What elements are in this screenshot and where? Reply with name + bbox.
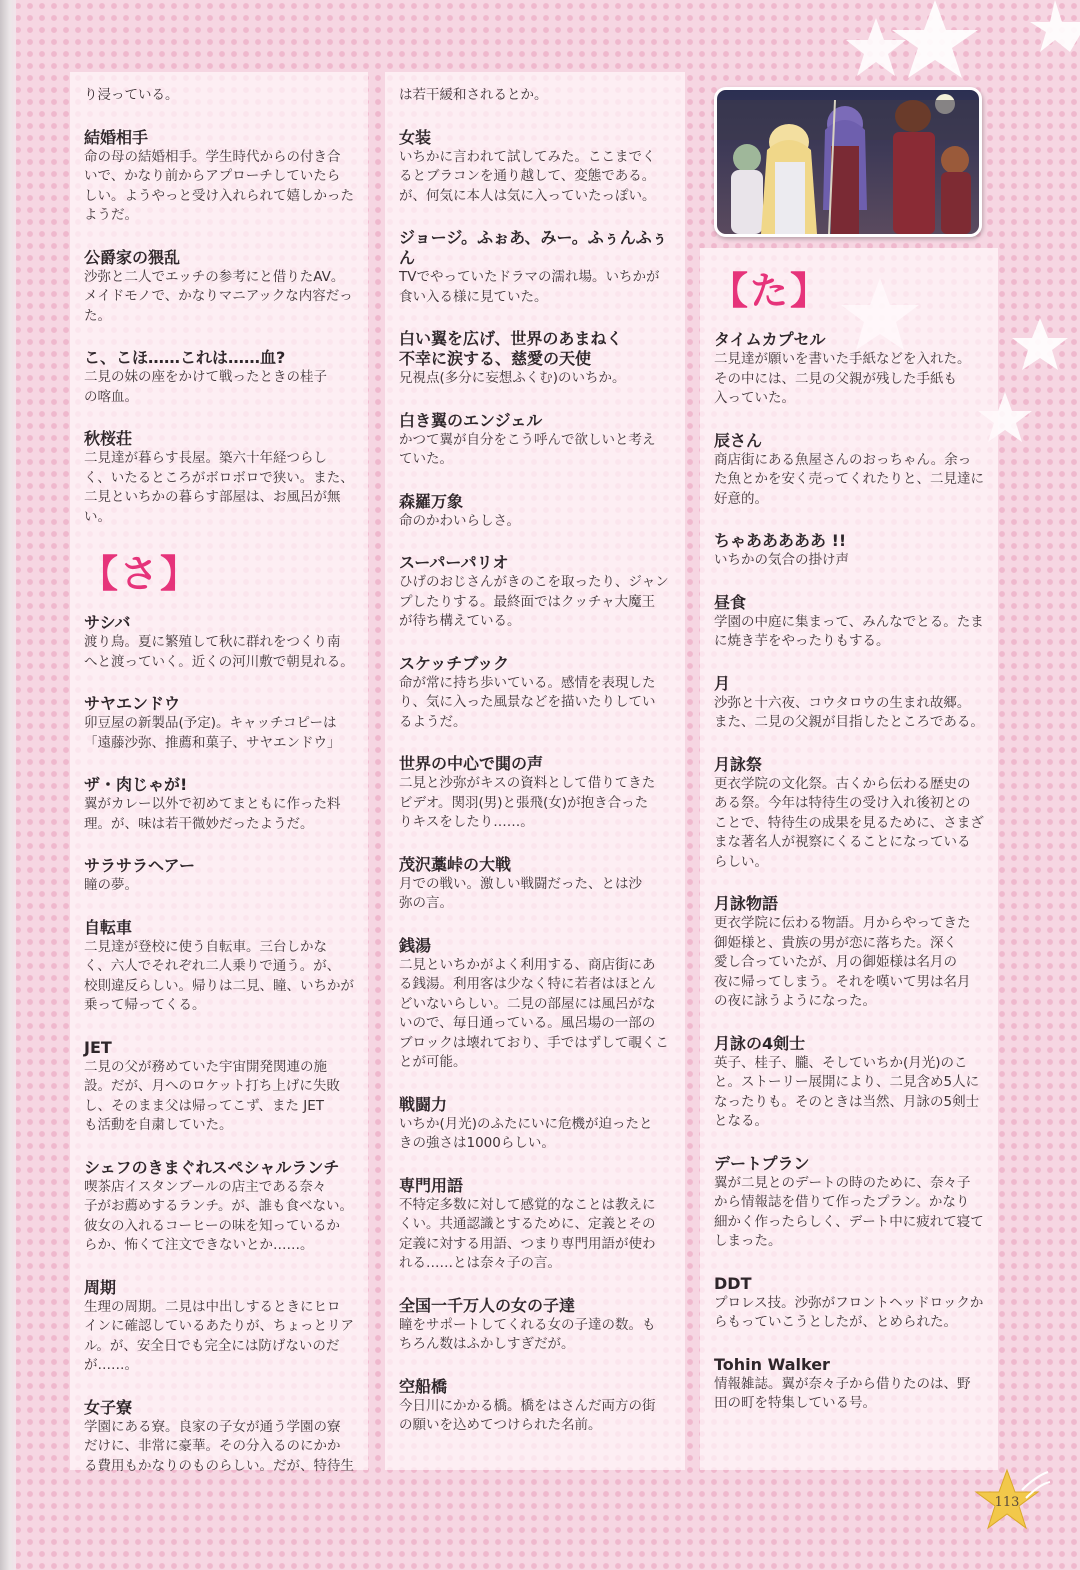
entry-definition: 商店街にある魚屋さんのおっちゃん。余っ た魚とかを安く売ってくれたりと、二見達に 好意的。	[714, 451, 984, 507]
entry-definition: かつて翼が自分をこう呼んで欲しいと考え ていた。	[399, 431, 656, 467]
entry-definition: いちかの気合の掛け声	[714, 552, 849, 568]
glossary-column-3	[700, 248, 998, 1470]
glossary-entry	[399, 936, 671, 1073]
glossary-entry	[84, 856, 354, 896]
glossary-column-2	[385, 72, 685, 1470]
star-shape	[892, 0, 978, 78]
entry-term: こ、こほ……これは……血?	[84, 348, 286, 367]
entry-term: 空船橋	[399, 1376, 448, 1396]
entry-definition: 翼が二見とのデートの時のために、奈々子 から情報誌を借りて作ったプラン。かなり 細かく作ったらしく、デート中に疲れて寝て しまった。	[714, 1174, 984, 1249]
entry-definition: いちか(月光)のふたにいに危機が迫ったと きの強さは1000らしい。	[399, 1115, 653, 1151]
entry-definition: 兄視点(多分に妄想ふくむ)のいちか。	[399, 370, 626, 386]
entry-term: 昼食	[714, 592, 747, 612]
entry-definition: 渡り鳥。夏に繁殖して秋に群れをつくり南 へと渡っていく。近くの河川敷で朝見れる。	[84, 634, 354, 670]
character-silhouette	[941, 172, 971, 234]
entry-term: 世界の中心で閧の声	[399, 754, 544, 773]
entry-term: ジョージ。ふぉあ、みー。ふぅんふぅん	[399, 228, 668, 267]
star-shape	[1012, 318, 1068, 370]
entry-definition: TVでやっていたドラマの濡れ場。いちかが 食い入る様に見ていた。	[399, 269, 660, 305]
entry-term: サシバ	[84, 613, 131, 632]
entry-term: サヤエンドウ	[84, 694, 181, 713]
entry-definition: 二見の父が務めていた宇宙開発関連の施 設。だが、月へのロケット打ち上げに失敗 し、そのまま父は帰ってこず、また JET も活動を自粛していた。	[84, 1058, 340, 1133]
glossary-entry	[714, 894, 984, 1012]
entry-definition: 命が常に持ち歩いている。感情を表現した り、気に入った風景などを描いたりしてい るようだ。	[399, 674, 656, 730]
entry-definition: 翼がカレー以外で初めてまともに作った料 理。が、味は若干微妙だったようだ。	[84, 796, 341, 832]
entry-term: 戦闘力	[399, 1094, 448, 1114]
character-illustration	[714, 87, 982, 237]
entry-definition: 瞳をサポートしてくれる女の子達の数。も ちろん数はふかしすぎだが。	[399, 1316, 656, 1352]
glossary-entry	[84, 429, 354, 527]
glossary-entry	[714, 431, 984, 510]
entry-term: デートプラン	[714, 1153, 810, 1173]
glossary-entry	[84, 694, 354, 753]
entry-term: スーパーパリオ	[399, 553, 509, 572]
glossary-entry	[399, 654, 671, 733]
glossary-entry	[399, 1176, 671, 1274]
entry-definition: 更衣学院に伝わる物語。月からやってきた 御姫様と、貴族の男が恋に落ちた。深く 愛し合っていたが、月の御姫様は名月の 夜に帰ってしまう。それを嘆いて男は名月 の夜に詠うようになった。	[714, 915, 971, 1009]
glossary-entry	[399, 1296, 671, 1355]
star-shape	[1030, 0, 1080, 52]
glossary-entry	[399, 553, 671, 632]
entry-term: 女装	[399, 127, 432, 147]
entry-definition: 沙弥と二人でエッチの参考にと借りたAV。 メイドモノで、かなりマニアックな内容だっ た。	[84, 268, 353, 324]
entry-definition: 二見達が登校に使う自転車。三台しかな く、六人でそれぞれ二人乗りで通う。が、 校則違反らしい。帰りは二見、瞳、いちかが 乗って帰ってくる。	[84, 938, 354, 1013]
entry-definition: 英子、桂子、朧、そしていちか(月光)のこ と。ストーリー展開により、二見含め5人に なったりも。そのときは当然、月詠の5剣士 となる。	[714, 1054, 980, 1129]
entry-term: 白い翼を広げ、世界のあまねく 不幸に涙する、慈愛の天使	[399, 329, 623, 368]
entry-term: ちゃあああああ !!	[714, 531, 847, 550]
glossary-entry	[714, 330, 984, 409]
entry-definition: 二見達が願いを書いた手紙などを入れた。 その中には、二見の父親が残した手紙も 入っていた。	[714, 351, 971, 406]
character-silhouette	[775, 162, 805, 234]
entry-term: 全国一千万人の女の子達	[399, 1295, 576, 1315]
glossary-entry	[399, 492, 671, 532]
entry-term: タイムカプセル	[714, 330, 826, 349]
glossary-entry	[714, 674, 984, 733]
star-trail	[1022, 1472, 1048, 1490]
entry-term: 周期	[84, 1277, 117, 1297]
entry-term: 白き翼のエンジェル	[399, 410, 543, 430]
entry-definition: 今日川にかかる橋。橋をはさんだ両方の街 の願いを込めてつけられた名前。	[399, 1397, 656, 1433]
character-silhouette	[941, 146, 969, 174]
entry-term: 茂沢藁峠の大戦	[399, 854, 512, 874]
entry-term: 公爵家の猥乱	[84, 247, 181, 267]
entry-definition: 二見と沙弥がキスの資料として借りてきた ビデオ。関羽(男)と張飛(女)が抱き合った りキスをしたり……。	[399, 775, 656, 830]
entry-term: 辰さん	[714, 430, 763, 450]
glossary-entry	[714, 1355, 984, 1414]
entry-definition: 学園にある寮。良家の子女が通う学園の寮 だけに、非常に豪華。その分入るのにかか る費用もかなりのものらしい。だが、特待生	[84, 1418, 354, 1474]
glossary-entry	[399, 855, 671, 914]
glossary-entry	[399, 228, 671, 307]
entry-definition: 二見の妹の座をかけて戦ったときの桂子 の喀血。	[84, 369, 327, 405]
entry-term: JET	[84, 1037, 112, 1057]
entry-definition: 命のかわいらしさ。	[399, 512, 520, 529]
glossary-entry	[399, 1377, 671, 1436]
character-silhouette	[895, 100, 931, 132]
entry-definition: 命の母の結婚相手。学生時代からの付き合 いで、かなり前からアプローチしていたら しい。ようやっと受け入れられて嬉しかった ようだ。	[84, 148, 354, 223]
entry-term: 秋桜荘	[84, 429, 133, 448]
glossary-entry	[399, 411, 671, 470]
glossary-entry	[399, 754, 671, 833]
glossary-entry	[84, 613, 354, 672]
entry-term: 専門用語	[399, 1175, 464, 1195]
glossary-entry	[84, 128, 354, 226]
star-trail	[1026, 1482, 1050, 1498]
section-heading-sa: 【さ】	[80, 552, 201, 596]
glossary-entry	[714, 1154, 984, 1252]
glossary-entry	[84, 348, 354, 407]
entry-term: サラサラヘアー	[84, 856, 196, 875]
glossary-entry	[84, 1278, 354, 1376]
glossary-entry	[399, 1095, 671, 1154]
entry-definition: 月での戦い。激しい戦闘だった、とは沙 弥の言。	[399, 875, 642, 911]
glossary-entry	[714, 593, 984, 652]
section-heading-ta: 【た】	[710, 269, 831, 313]
glossary-entry	[714, 1034, 984, 1132]
continued-text: は若干緩和されるとか。	[399, 87, 548, 103]
glossary-entry	[399, 128, 671, 207]
glossary-entry	[714, 755, 984, 873]
entry-term: 銭湯	[399, 935, 432, 955]
glossary-entry	[84, 248, 354, 327]
entry-definition: 二見といちかがよく利用する、商店街にあ る銭湯。利用客は少なく特に若者はほとん どいないらしい。二見の部屋には風呂がな いので、毎日通っている。風呂場の一部の ブロックは壊れており、手ではずして覗くこ とが可能。	[399, 956, 669, 1070]
character-silhouette	[731, 170, 763, 234]
glossary-entry	[84, 775, 354, 834]
continued-text: り浸っている。	[84, 87, 179, 103]
entry-term: 自転車	[84, 917, 133, 937]
entry-definition: 二見達が暮らす長屋。築六十年経つらし く、いたるところがボロボロで狭い。また、 二見といちかの暮らす部屋は、お風呂が無 い。	[84, 450, 354, 525]
entry-term: 月詠物語	[714, 894, 779, 913]
entry-term: DDT	[714, 1273, 752, 1293]
glossary-entry	[399, 329, 671, 389]
glossary-entry	[84, 1158, 354, 1256]
entry-definition: 情報雑誌。翼が奈々子から借りたのは、野 田の町を特集している号。	[714, 1375, 971, 1411]
character-silhouette	[831, 146, 859, 234]
entry-term: 森羅万象	[399, 491, 464, 511]
entry-term: 月詠祭	[714, 754, 763, 774]
glossary-entry	[714, 531, 984, 571]
entry-term: 結婚相手	[84, 127, 149, 147]
entry-term: シェフのきまぐれスペシャルランチ	[84, 1157, 340, 1177]
page-number: 113	[994, 1495, 1020, 1510]
entry-term: スケッチブック	[399, 653, 510, 673]
entry-definition: 沙弥と十六夜、コウタロウの生まれ故郷。 また、二見の父親が目指したところである。	[714, 694, 984, 730]
character-silhouette	[893, 132, 935, 234]
glossary-entry	[714, 1274, 984, 1333]
entry-definition: いちかに言われて試してみた。ここまでく るとブラコンを通り越して、変態である。 が、何気に本人は気に入っていたっぽい。	[399, 148, 656, 204]
entry-definition: 学園の中庭に集まって、みんなでとる。たま に焼き芋をやったりもする。	[714, 613, 984, 649]
entry-definition: 瞳の夢。	[84, 877, 138, 893]
star-shape	[846, 18, 906, 76]
glossary-column-1	[70, 72, 368, 1474]
entry-definition: 卯豆屋の新製品(予定)。キャッチコピーは 「遠藤沙弥、推薦和菓子、サヤエンドウ」	[84, 715, 341, 751]
entry-term: Tohin Walker	[714, 1354, 830, 1374]
entry-term: ザ・肉じゃが!	[84, 775, 188, 794]
entry-term: 月詠の4剣士	[714, 1033, 806, 1053]
entry-definition: 更衣学院の文化祭。古くから伝わる歴史の ある祭。今年は特待生の受け入れ後初との ことで、特待生の成果を見るために、さまざ まな著名人が視察にくることになっている らしい。	[714, 775, 984, 870]
character-silhouette	[733, 144, 761, 172]
glossary-entry	[84, 1398, 354, 1477]
entry-definition: 喫茶店イスタンブールの店主である奈々 子がお薦めするランチ。が、誰も食べない。 彼女の入れるコーヒーの味を知っているか らか、怖くて注文できないとか……。	[84, 1178, 354, 1253]
entry-term: 月	[714, 673, 731, 693]
entry-definition: ひげのおじさんがきのこを取ったり、ジャン プしたりする。最終面ではクッチャ大魔王 が待ち構えている。	[399, 574, 669, 629]
entry-definition: 生理の周期。二見は中出しするときにヒロ インに確認しているあたりが、ちょっとリア ル。が、安全日でも完全には防げないのだ が……。	[84, 1298, 354, 1373]
glossary-entry	[84, 1038, 354, 1136]
glossary-entry	[84, 918, 354, 1016]
entry-term: 女子寮	[84, 1397, 133, 1417]
entry-definition: 不特定多数に対して感覚的なことは教えに くい。共通認識とするために、定義とその 定義に対する用語、つまり専門用語が使わ れる……とは奈々子の言。	[399, 1196, 656, 1271]
entry-definition: プロレス技。沙弥がフロントヘッドロックか らもっていこうとしたが、とめられた。	[714, 1294, 984, 1330]
